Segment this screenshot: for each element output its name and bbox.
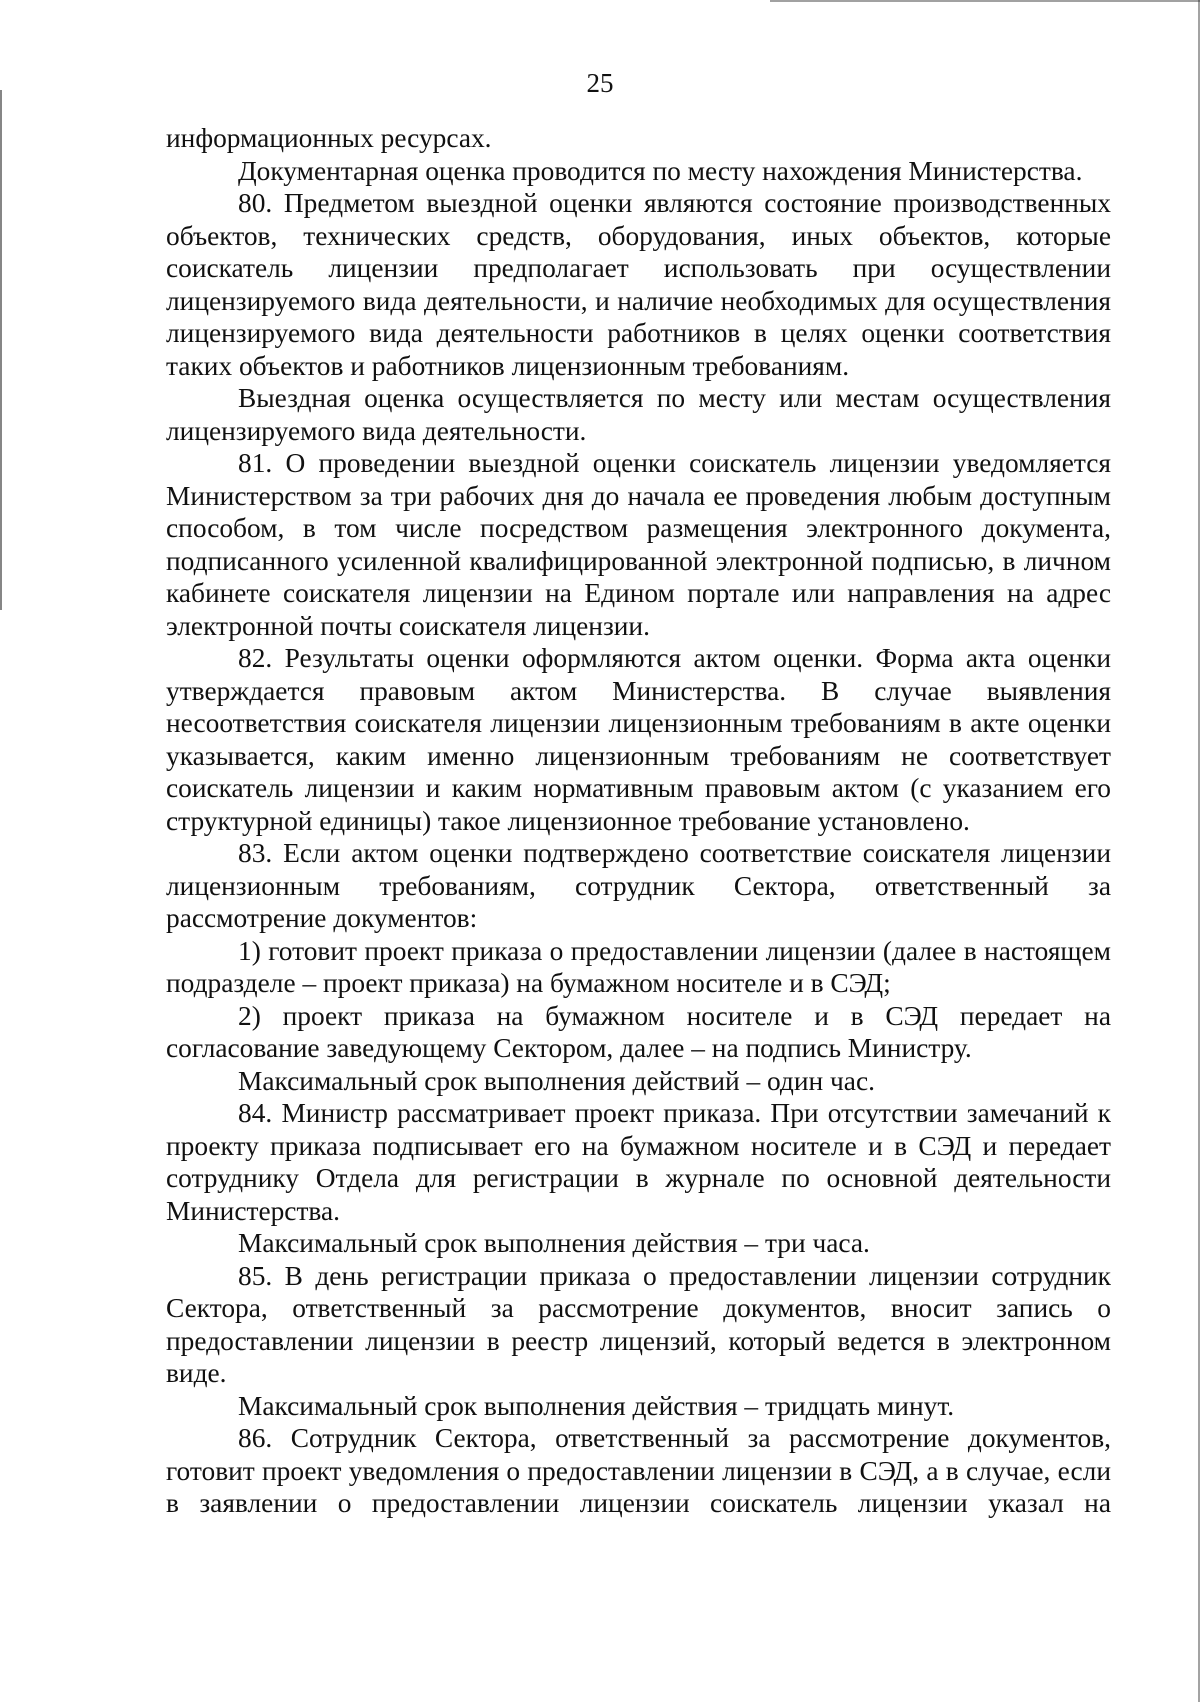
paragraph-item-81: 81. О проведении выездной оценки соискатель лицензии уведомляется Министерством за три рабочих дня до начала ее проведения любым доступным способом, в том числе посредством размещения электронного документа, подписанного усиленной квалифицированной электронной подписью, в личном кабинете соискателя лицензии на Едином портале или направления на адрес электронной почты соискателя лицензии. <box>166 448 1111 641</box>
paragraph-deadline: Максимальный срок выполнения действия – тридцать минут. <box>238 1390 955 1421</box>
paragraph: информационных ресурсах. <box>166 123 492 153</box>
scan-edge-top <box>770 0 1200 2</box>
document-body <box>166 122 1111 1520</box>
subitem-1: 1) готовит проект приказа о предоставлении лицензии (далее в настоящем подразделе – проект приказа) на бумажном носителе и в СЭД; <box>166 935 1111 998</box>
paragraph-item-82: 82. Результаты оценки оформляются актом оценки. Форма акта оценки утверждается правовым актом Министерства. В случае выявления несоответствия соискателя лицензии лицензионным требованиям в акте оценки указывается, каким именно лицензионным требованиям не соответствует соискатель лицензии и каким нормативным правовым актом (с указанием его структурной единицы) такое лицензионное требование установлено. <box>166 643 1111 836</box>
paragraph-item-80: 80. Предметом выездной оценки являются состояние производственных объектов, технических средств, оборудования, иных объектов, которые соискатель лицензии предполагает использовать при осуществлении лицензируемого вида деятельности, и наличие необходимых для осуществления лицензируемого вида деятельности работников в целях оценки соответствия таких объектов и работников лицензионным требованиям. <box>166 188 1111 381</box>
paragraph-item-84: 84. Министр рассматривает проект приказа. При отсутствии замечаний к проекту приказа подписывает его на бумажном носителе и в СЭД и передает сотруднику Отдела для регистрации в журнале по основной деятельности Министерства. <box>166 1098 1111 1226</box>
paragraph-item-85: 85. В день регистрации приказа о предоставлении лицензии сотрудник Сектора, ответственный за рассмотрение документов, вносит запись о предоставлении лицензии в реестр лицензий, который ведется в электронном виде. <box>166 1260 1111 1388</box>
page-number: 25 <box>586 68 614 98</box>
subitem-2: 2) проект приказа на бумажном носителе и в СЭД передает на согласование заведующему Сектором, далее – на подпись Министру. <box>166 1000 1111 1063</box>
paragraph-item-83: 83. Если актом оценки подтверждено соответствие соискателя лицензии лицензионным требованиям, сотрудник Сектора, ответственный за рассмотрение документов: <box>166 838 1111 933</box>
paragraph-deadline: Максимальный срок выполнения действия – три часа. <box>238 1228 870 1258</box>
paragraph-deadline: Максимальный срок выполнения действий – один час. <box>238 1065 875 1096</box>
paragraph: Выездная оценка осуществляется по месту или местам осуществления лицензируемого вида деятельности. <box>166 383 1111 446</box>
paragraph: Документарная оценка проводится по месту нахождения Министерства. <box>238 155 1083 186</box>
scan-edge-left <box>0 90 2 610</box>
paragraph-item-86: 86. Сотрудник Сектора, ответственный за рассмотрение документов, готовит проект уведомления о предоставлении лицензии в СЭД, а в случае, если в заявлении о предоставлении лицензии соискатель лицензии указал на <box>166 1423 1111 1518</box>
